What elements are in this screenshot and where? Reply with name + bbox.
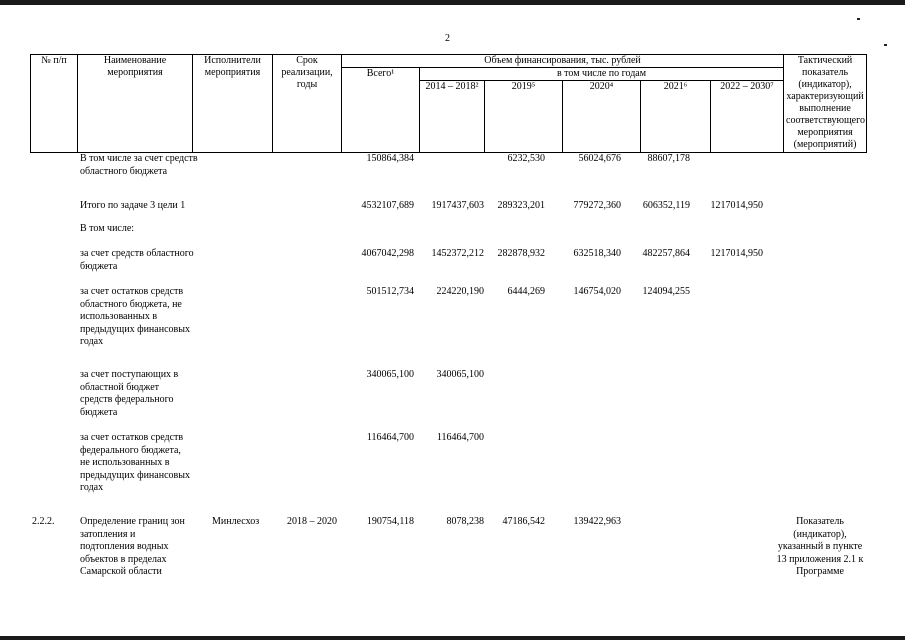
row-number: 2.2.2. bbox=[32, 516, 55, 527]
col-year-2020: 2020⁴ bbox=[563, 81, 641, 153]
col-number-header: № п/п bbox=[31, 55, 78, 153]
row-2019: 6232,530 bbox=[507, 153, 545, 164]
col-funding-header: Объем финансирования, тыс. рублей bbox=[342, 55, 784, 68]
table-header bbox=[30, 54, 867, 153]
row-total: 4067042,298 bbox=[361, 248, 414, 259]
row-2014-2018: 224220,190 bbox=[436, 286, 484, 297]
row-name: Итого по задаче 3 цели 1 bbox=[80, 200, 186, 211]
row-2019: 6444,269 bbox=[507, 286, 545, 297]
row-name: за счет остатков средств федерального бюджета, не использованных в предыдущих финансовых годах bbox=[80, 432, 190, 493]
row-2022-2030: 1217014,950 bbox=[710, 248, 763, 259]
row-2020: 139422,963 bbox=[573, 516, 621, 527]
row-total: 340065,100 bbox=[366, 369, 414, 380]
row-2021: 606352,119 bbox=[642, 200, 690, 211]
col-name-header: Наименование мероприятия bbox=[78, 55, 193, 153]
col-by-years-header: в том числе по годам bbox=[420, 68, 784, 81]
row-term: 2018 – 2020 bbox=[287, 516, 337, 527]
row-2019: 289323,201 bbox=[497, 200, 545, 211]
row-indicator: Показатель (индикатор), указанный в пункте 13 приложения 2.1 к Программе bbox=[776, 516, 864, 577]
row-executor: Минлесхоз bbox=[212, 516, 260, 527]
col-year-2022-2030: 2022 – 2030⁷ bbox=[711, 81, 784, 153]
row-2014-2018: 8078,238 bbox=[446, 516, 484, 527]
col-indicator-header: Тактический показатель (индикатор), характеризующий выполнение соответствующего мероприятия (мероприятий) bbox=[784, 55, 867, 153]
row-name: Определение границ зон затопления и подтопления водных объектов в пределах Самарской области bbox=[80, 516, 185, 577]
row-2019: 282878,932 bbox=[497, 248, 545, 259]
row-2014-2018: 340065,100 bbox=[436, 369, 484, 380]
row-total: 501512,734 bbox=[366, 286, 414, 297]
row-total: 150864,384 bbox=[366, 153, 414, 164]
page-number: 2 bbox=[445, 33, 450, 44]
row-name: В том числе: bbox=[80, 223, 135, 234]
row-name: за счет поступающих в областной бюджет средств федерального бюджета bbox=[80, 369, 179, 418]
row-total: 116464,700 bbox=[366, 432, 414, 443]
row-total: 4532107,689 bbox=[361, 200, 414, 211]
row-2022-2030: 1217014,950 bbox=[710, 200, 763, 211]
row-2021: 124094,255 bbox=[642, 286, 690, 297]
row-2014-2018: 1452372,212 bbox=[431, 248, 484, 259]
row-total: 190754,118 bbox=[366, 516, 414, 527]
col-year-2021: 2021⁶ bbox=[641, 81, 711, 153]
scan-speck bbox=[857, 18, 860, 20]
row-name: за счет остатков средств областного бюджета, не использованных в предыдущих финансовых годах bbox=[80, 286, 190, 347]
row-2020: 56024,676 bbox=[578, 153, 621, 164]
row-2021: 88607,178 bbox=[647, 153, 690, 164]
row-2020: 632518,340 bbox=[573, 248, 621, 259]
row-2020: 779272,360 bbox=[573, 200, 621, 211]
scan-speck bbox=[884, 44, 887, 46]
row-2020: 146754,020 bbox=[573, 286, 621, 297]
col-year-2019: 2019⁵ bbox=[485, 81, 563, 153]
col-year-2014-2018: 2014 – 2018² bbox=[420, 81, 485, 153]
col-executor-header: Исполнители мероприятия bbox=[193, 55, 273, 153]
col-total-header: Всего¹ bbox=[342, 68, 420, 153]
row-2014-2018: 116464,700 bbox=[436, 432, 484, 443]
scan-top-edge bbox=[0, 0, 905, 5]
row-2019: 47186,542 bbox=[502, 516, 545, 527]
col-term-header: Срок реализации, годы bbox=[273, 55, 342, 153]
row-name: В том числе за счет средств областного бюджета bbox=[80, 153, 198, 177]
row-2021: 482257,864 bbox=[642, 248, 690, 259]
row-2014-2018: 1917437,603 bbox=[431, 200, 484, 211]
row-name: за счет средств областного бюджета bbox=[80, 248, 194, 272]
scan-bottom-edge bbox=[0, 636, 905, 640]
